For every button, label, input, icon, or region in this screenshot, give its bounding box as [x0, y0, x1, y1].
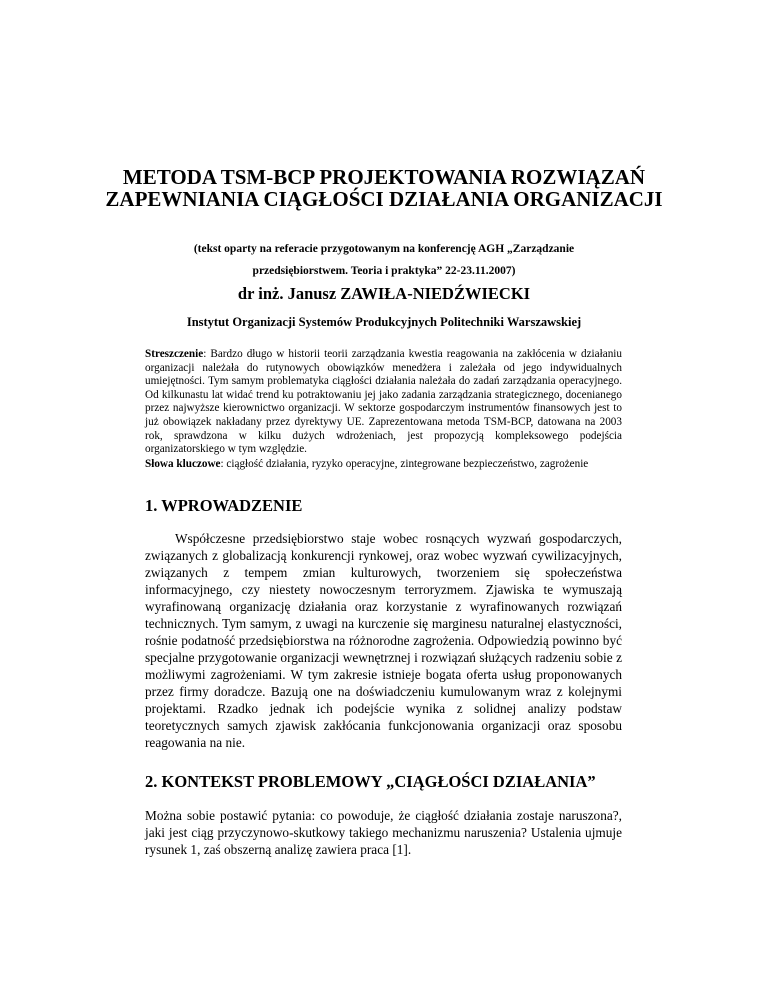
keywords-text: : ciągłość działania, ryzyko operacyjne, zintegrowane bezpieczeństwo, zagrożenie	[220, 458, 589, 470]
section-body-context: Można sobie postawić pytania: co powoduje, że ciągłość działania zostaje naruszona?, jaki jest ciąg przyczynowo-skutkowy takiego mechanizmu naruszenia? Ustalenia ujmuje rysunek 1, zaś obszerną analizę zawiera praca [1].	[145, 808, 622, 857]
author-affiliation: Instytut Organizacji Systemów Produkcyjnych Politechniki Warszawskiej	[186, 315, 582, 329]
keywords-label: Słowa kluczowe	[145, 458, 221, 470]
section-heading-introduction: 1. WPROWADZENIE	[145, 496, 303, 515]
document-title: METODA TSM-BCP PROJEKTOWANIA ROZWIĄZAŃ ZAPEWNIANIA CIĄGŁOŚCI DZIAŁANIA ORGANIZACJI	[105, 165, 663, 211]
author-name: dr inż. Janusz ZAWIŁA-NIEDŹWIECKI	[237, 284, 531, 303]
section-body-introduction: Współczesne przedsiębiorstwo staje wobec rosnących wyzwań gospodarczych, związanych z globalizacją konkurencji rynkowej, oraz wobec wyzwań cywilizacyjnych, związanych z tempem zmian kulturowych, tworzeniem się społeczeństwa informacyjnego, czy niestety nowoczesnym terroryzmem. Zjawiska te wymuszają wyrafinowaną organizację działania oraz korzystanie z wyrafinowanych rozwiązań technicznych. Tym samym, z uwagi na kurczenie się marginesu naturalnej elastyczności, rośnie podatność przedsiębiorstwa na różnorodne zagrożenia. Odpowiedzią powinno być specjalne przygotowanie organizacji wewnętrznej i rozwiązań służących radzeniu sobie z możliwymi zagrożeniami. W tym zakresie istnieje bogata oferta usług proponowanych przez firmy doradcze. Bazują one na doświadczeniu kumulowanym wraz z kolejnymi projektami. Rzadko jednak ich podejście wynika z solidnej analizy podstaw teoretycznych samych zjawisk zakłócania funkcjonowania organizacji oraz sposobu reagowania na nie.	[145, 531, 622, 750]
abstract-text: : Bardzo długo w historii teorii zarządzania kwestia reagowania na zakłócenia w działaniu organizacji należała do rutynowych obowiązków menedżera i zależała od jego indywidualnych umiejętności. Tym samym problematyka ciągłości działania należała do zadań zarządzania operacyjnego. Od kilkunastu lat widać trend ku potraktowaniu jej jako zadania zarządzania strategicznego, docenianego przez najwyższe kierownictwo organizacji. W sektorze gospodarczym instrumentów finansowych jest to już obowiązek nakładany przez dyrektywy UE. Zaprezentowana metoda TSM-BCP, datowana na 2003 rok, sprawdzona w kilku dużych wdrożeniach, jest propozycją kompleksowego podejścia organizatorskiego w tym względzie.	[145, 348, 622, 456]
section-heading-context: 2. KONTEKST PROBLEMOWY „CIĄGŁOŚCI DZIAŁANIA”	[145, 772, 596, 791]
abstract-label: Streszczenie	[145, 348, 204, 360]
document-subtitle: (tekst oparty na referacie przygotowanym na konferencję AGH „Zarządzanie przedsiębiorstwem. Teoria i praktyka” 22-23.11.2007)	[193, 243, 575, 277]
keywords	[145, 457, 705, 471]
abstract	[145, 348, 622, 457]
